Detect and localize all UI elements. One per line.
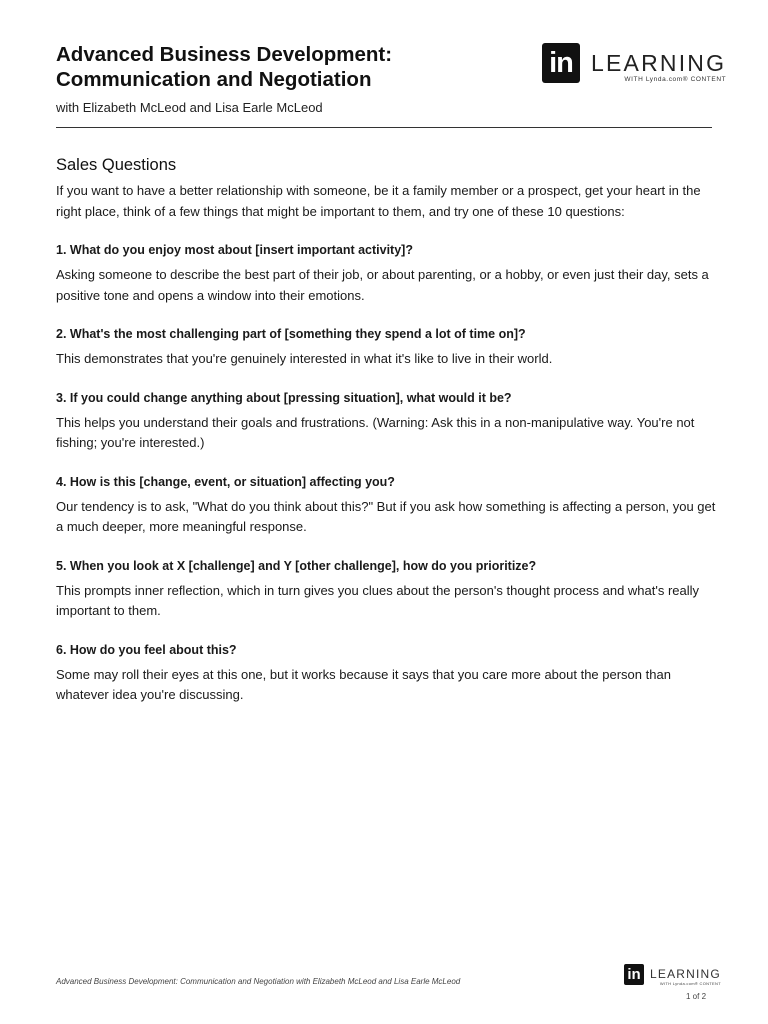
question-title: 2. What's the most challenging part of [something they spend a lot of time on]?	[56, 327, 526, 341]
footer-course-text: Advanced Business Development: Communication and Negotiation with Elizabeth McLeod and Lisa Earle McLeod	[56, 977, 461, 986]
question-title: 6. How do you feel about this?	[56, 642, 237, 657]
linkedin-icon: in	[542, 43, 580, 83]
question-item	[56, 473, 716, 538]
question-title: 4. How is this [change, event, or situation] affecting you?	[56, 474, 395, 489]
section-title: Sales Questions	[56, 156, 177, 174]
footer-logo-text	[650, 964, 721, 986]
footer-logo	[624, 964, 721, 986]
document-title	[56, 42, 516, 92]
question-item	[56, 641, 716, 706]
question-body: This helps you understand their goals and frustrations. (Warning: Ask this in a non-manipulative way. You're not fishing; you're interested.)	[56, 414, 695, 450]
document-subtitle: with Elizabeth McLeod and Lisa Earle McLeod	[56, 100, 323, 115]
logo-word: LEARNING	[591, 50, 727, 76]
question-title: 1. What do you enjoy most about [insert important activity]?	[56, 243, 413, 257]
section-intro: If you want to have a better relationship with someone, be it a family member or a prospect, get your heart in the right place, think of a few things that might be important to them, and try one of these 10 questions:	[56, 183, 701, 219]
linkedin-learning-logo	[542, 43, 726, 83]
question-title: 5. When you look at X [challenge] and Y [other challenge], how do you prioritize?	[56, 558, 537, 573]
question-body: This prompts inner reflection, which in turn gives you clues about the person's thought process and what's really important to them.	[56, 582, 700, 618]
question-body: Some may roll their eyes at this one, but it works because it says that you care more about the person than whatever idea you're discussing.	[56, 666, 671, 702]
footer-logo-word: LEARNING	[650, 967, 721, 981]
footer-logo-subtext: WITH Lynda.com® CONTENT	[659, 981, 721, 986]
page-number: 1 of 2	[686, 992, 707, 1001]
logo-subtext: WITH Lynda.com® CONTENT	[624, 76, 727, 83]
title-line-1: Advanced Business Development:	[56, 43, 393, 66]
linkedin-icon: in	[624, 964, 644, 985]
question-body: Our tendency is to ask, "What do you think about this?" But if you ask how something is affecting a person, you get a much deeper, more meaningful response.	[56, 498, 716, 534]
logo-text	[591, 43, 726, 83]
question-item	[56, 325, 716, 370]
question-item	[56, 241, 716, 306]
question-item	[56, 557, 716, 622]
document-body	[56, 156, 716, 706]
question-body: This demonstrates that you're genuinely interested in what it's like to live in their world.	[56, 351, 553, 366]
question-body: Asking someone to describe the best part of their job, or about parenting, or a hobby, or even just their day, sets a positive tone and opens a window into their emotions.	[56, 267, 709, 303]
header-divider	[56, 127, 712, 128]
question-item	[56, 389, 716, 454]
title-line-2: Communication and Negotiation	[56, 68, 372, 91]
question-title: 3. If you could change anything about [pressing situation], what would it be?	[56, 390, 512, 405]
